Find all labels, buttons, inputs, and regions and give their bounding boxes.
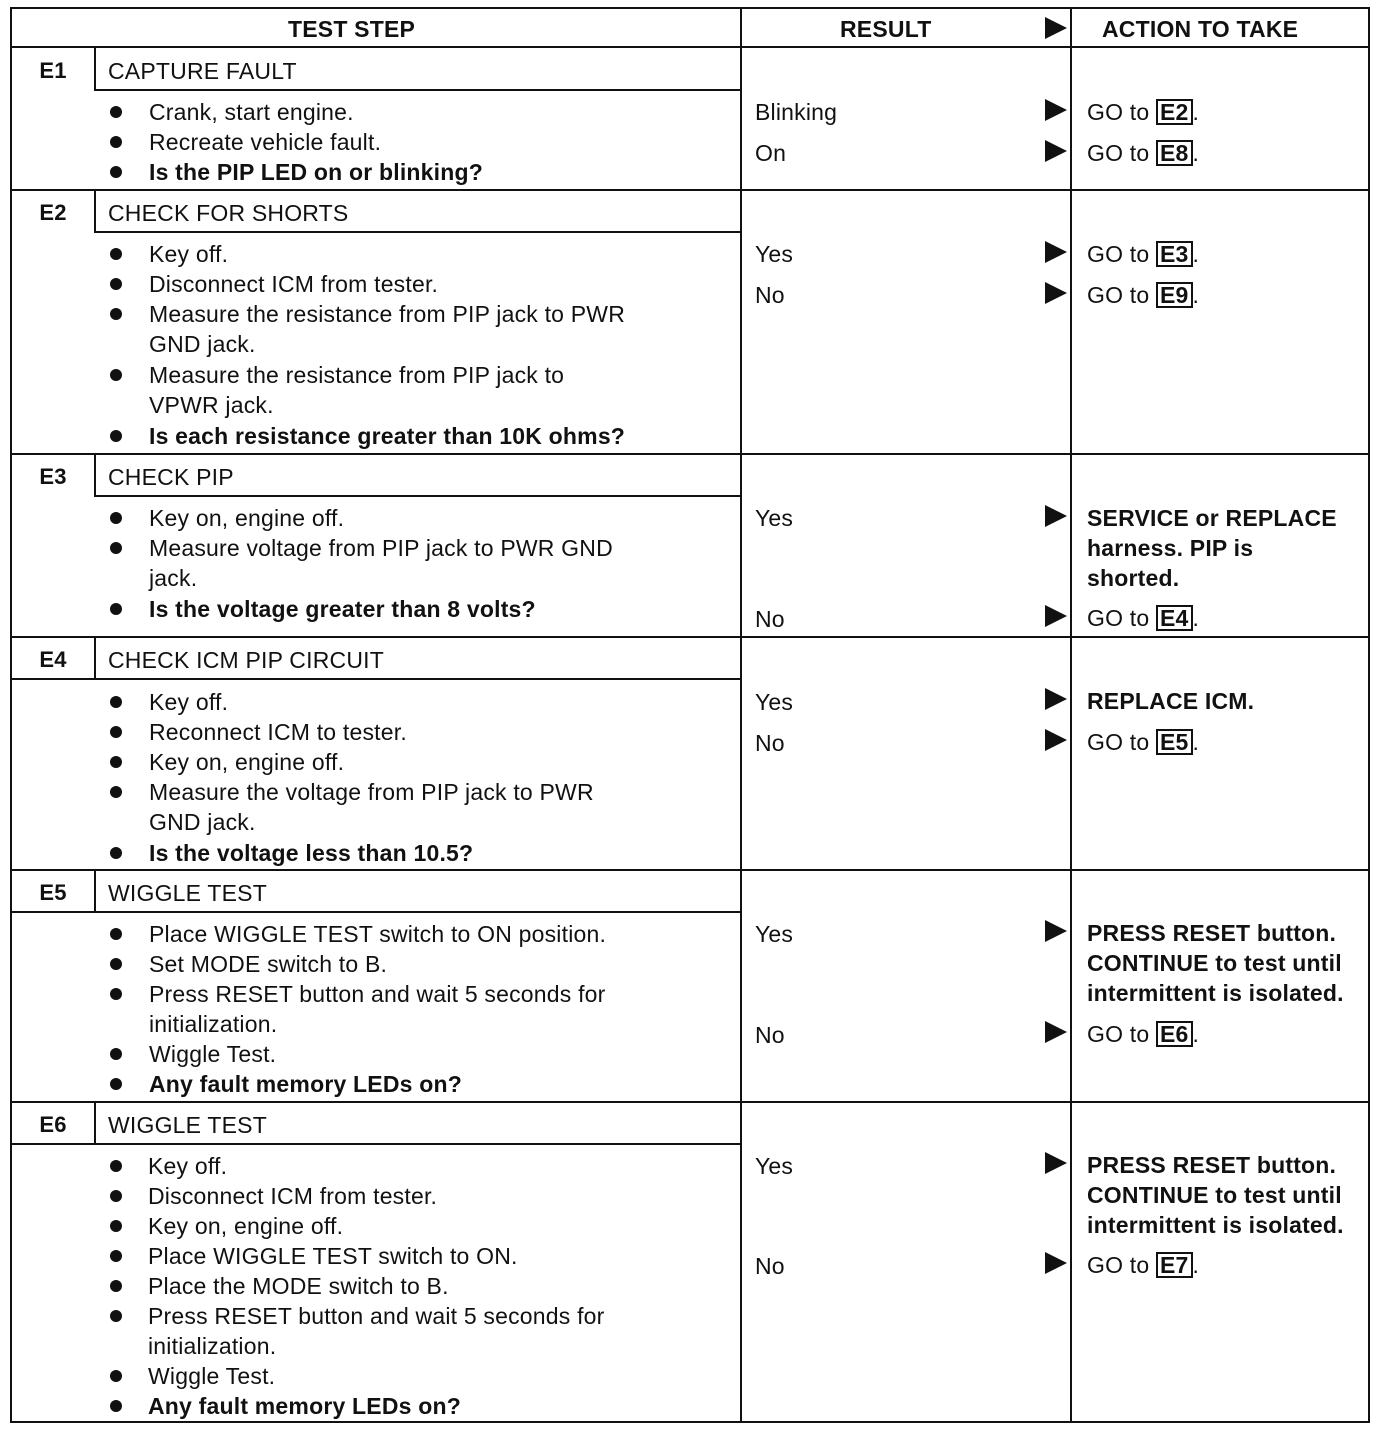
header-arrow-icon bbox=[1045, 17, 1067, 39]
step-item: Key on, engine off. bbox=[148, 1213, 344, 1239]
step-item: Key off. bbox=[149, 241, 229, 267]
bullet-icon bbox=[110, 756, 122, 768]
result-label: Yes bbox=[755, 505, 794, 531]
action-line: intermittent is isolated. bbox=[1087, 980, 1344, 1006]
bullet-icon bbox=[110, 369, 122, 381]
bullet-icon bbox=[110, 603, 122, 615]
step-title-e1: CAPTURE FAULT bbox=[108, 58, 297, 84]
bullet-icon bbox=[110, 928, 122, 940]
bullet-icon bbox=[110, 847, 122, 859]
code-divider bbox=[94, 636, 96, 679]
step-code-e3: E3 bbox=[39, 464, 67, 489]
row-divider bbox=[10, 869, 1370, 871]
step-ref-box: E2 bbox=[1156, 99, 1193, 125]
bullet-icon bbox=[110, 786, 122, 798]
step-item: Crank, start engine. bbox=[149, 99, 354, 125]
action-goto: GO to E8 . bbox=[1087, 140, 1200, 166]
bullet-icon bbox=[110, 988, 122, 1000]
header-rule bbox=[10, 46, 1370, 48]
step-item: Key on, engine off. bbox=[149, 505, 345, 531]
arrow-icon bbox=[1045, 688, 1067, 710]
bullet-icon bbox=[110, 512, 122, 524]
bullet-icon bbox=[110, 166, 122, 178]
step-item: GND jack. bbox=[149, 331, 256, 357]
step-item: Reconnect ICM to tester. bbox=[149, 719, 407, 745]
header-action: ACTION TO TAKE bbox=[1102, 16, 1299, 42]
step-item: Place the MODE switch to B. bbox=[148, 1273, 449, 1299]
result-label: No bbox=[755, 1022, 785, 1048]
result-label: No bbox=[755, 1253, 785, 1279]
bullet-icon bbox=[110, 1048, 122, 1060]
step-question: Any fault memory LEDs on? bbox=[148, 1393, 461, 1419]
action-goto: GO to E5 . bbox=[1087, 729, 1200, 755]
action-goto: GO to E2 . bbox=[1087, 99, 1200, 125]
bullet-icon bbox=[110, 1078, 122, 1090]
title-underline bbox=[10, 678, 740, 680]
code-divider bbox=[94, 46, 96, 90]
step-item: Disconnect ICM from tester. bbox=[149, 271, 439, 297]
step-ref-box: E4 bbox=[1156, 605, 1193, 631]
action-line: CONTINUE to test until bbox=[1087, 950, 1342, 976]
step-item: Measure the resistance from PIP jack to PWR bbox=[149, 301, 626, 327]
code-divider bbox=[94, 453, 96, 496]
step-ref-box: E7 bbox=[1156, 1252, 1193, 1278]
bullet-icon bbox=[110, 1250, 122, 1262]
step-item: initialization. bbox=[148, 1333, 277, 1359]
bullet-icon bbox=[110, 1160, 122, 1172]
bullet-icon bbox=[110, 136, 122, 148]
step-item: Recreate vehicle fault. bbox=[149, 129, 382, 155]
step-item: Key on, engine off. bbox=[149, 749, 345, 775]
bullet-icon bbox=[110, 1370, 122, 1382]
step-item: Set MODE switch to B. bbox=[149, 951, 388, 977]
step-item: Key off. bbox=[149, 689, 229, 715]
bullet-icon bbox=[110, 696, 122, 708]
title-underline bbox=[94, 495, 740, 497]
step-item: VPWR jack. bbox=[149, 392, 274, 418]
step-item: initialization. bbox=[149, 1011, 278, 1037]
step-item: Wiggle Test. bbox=[148, 1363, 276, 1389]
result-label: No bbox=[755, 730, 785, 756]
bullet-icon bbox=[110, 1280, 122, 1292]
header-result: RESULT bbox=[840, 16, 932, 42]
bullet-icon bbox=[110, 106, 122, 118]
col-divider-result bbox=[740, 7, 742, 1423]
step-item: Press RESET button and wait 5 seconds for bbox=[149, 981, 606, 1007]
bullet-icon bbox=[110, 1310, 122, 1322]
action-line: PRESS RESET button. bbox=[1087, 920, 1337, 946]
bullet-icon bbox=[110, 726, 122, 738]
title-underline bbox=[10, 911, 740, 913]
step-question: Is the voltage greater than 8 volts? bbox=[149, 596, 536, 622]
action-goto: GO to E7 . bbox=[1087, 1252, 1200, 1278]
action-line: harness. PIP is bbox=[1087, 535, 1254, 561]
result-label: No bbox=[755, 282, 785, 308]
step-item: Measure the resistance from PIP jack to bbox=[149, 362, 565, 388]
step-ref-box: E8 bbox=[1156, 140, 1193, 166]
step-code-e2: E2 bbox=[39, 200, 67, 225]
step-question: Is each resistance greater than 10K ohms? bbox=[149, 423, 626, 449]
bullet-icon bbox=[110, 958, 122, 970]
bullet-icon bbox=[110, 308, 122, 320]
step-ref-box: E9 bbox=[1156, 282, 1193, 308]
result-label: On bbox=[755, 140, 787, 166]
step-ref-box: E5 bbox=[1156, 729, 1193, 755]
step-item: Wiggle Test. bbox=[149, 1041, 277, 1067]
step-code-e6: E6 bbox=[39, 1112, 67, 1137]
action-goto: GO to E9 . bbox=[1087, 282, 1200, 308]
step-code-e1: E1 bbox=[39, 58, 67, 83]
step-code-e4: E4 bbox=[39, 647, 67, 672]
step-question: Any fault memory LEDs on? bbox=[149, 1071, 462, 1097]
step-item: Disconnect ICM from tester. bbox=[148, 1183, 438, 1209]
bullet-icon bbox=[110, 1190, 122, 1202]
action-line: PRESS RESET button. bbox=[1087, 1152, 1337, 1178]
row-divider bbox=[10, 636, 1370, 638]
code-divider bbox=[94, 189, 96, 232]
step-item: Press RESET button and wait 5 seconds for bbox=[148, 1303, 605, 1329]
step-item: Place WIGGLE TEST switch to ON. bbox=[148, 1243, 518, 1269]
arrow-icon bbox=[1045, 920, 1067, 942]
action-line: REPLACE ICM. bbox=[1087, 688, 1255, 714]
bullet-icon bbox=[110, 542, 122, 554]
arrow-icon bbox=[1045, 729, 1067, 751]
row-divider bbox=[10, 453, 1370, 455]
step-item: Place WIGGLE TEST switch to ON position. bbox=[149, 921, 607, 947]
result-label: No bbox=[755, 606, 785, 632]
title-underline bbox=[94, 89, 740, 91]
step-item: Measure voltage from PIP jack to PWR GND bbox=[149, 535, 613, 561]
result-label: Yes bbox=[755, 241, 794, 267]
step-ref-box: E6 bbox=[1156, 1021, 1193, 1047]
action-goto: GO to E6 . bbox=[1087, 1021, 1200, 1047]
action-goto: GO to E3 . bbox=[1087, 241, 1200, 267]
arrow-icon bbox=[1045, 1252, 1067, 1274]
step-question: Is the voltage less than 10.5? bbox=[149, 840, 474, 866]
result-label: Yes bbox=[755, 689, 794, 715]
step-title-e4: CHECK ICM PIP CIRCUIT bbox=[108, 647, 384, 673]
arrow-icon bbox=[1045, 1152, 1067, 1174]
step-title-e2: CHECK FOR SHORTS bbox=[108, 200, 349, 226]
action-line: CONTINUE to test until bbox=[1087, 1182, 1342, 1208]
arrow-icon bbox=[1045, 605, 1067, 627]
step-title-e5: WIGGLE TEST bbox=[108, 880, 267, 906]
result-label: Yes bbox=[755, 921, 794, 947]
step-ref-box: E3 bbox=[1156, 241, 1193, 267]
action-line: SERVICE or REPLACE bbox=[1087, 505, 1337, 531]
action-line: intermittent is isolated. bbox=[1087, 1212, 1344, 1238]
arrow-icon bbox=[1045, 1021, 1067, 1043]
row-divider bbox=[10, 1101, 1370, 1103]
bullet-icon bbox=[110, 430, 122, 442]
col-divider-action bbox=[1070, 7, 1072, 1423]
action-goto: GO to E4 . bbox=[1087, 605, 1200, 631]
result-label: Blinking bbox=[755, 99, 838, 125]
step-item: jack. bbox=[149, 565, 198, 591]
result-label: Yes bbox=[755, 1153, 794, 1179]
title-underline bbox=[10, 1143, 740, 1145]
arrow-icon bbox=[1045, 140, 1067, 162]
title-underline bbox=[94, 231, 740, 233]
step-question: Is the PIP LED on or blinking? bbox=[149, 159, 483, 185]
row-divider bbox=[10, 189, 1370, 191]
step-item: GND jack. bbox=[149, 809, 256, 835]
arrow-icon bbox=[1045, 99, 1067, 121]
code-divider bbox=[94, 869, 96, 912]
code-divider bbox=[94, 1101, 96, 1144]
bullet-icon bbox=[110, 248, 122, 260]
header-test-step: TEST STEP bbox=[288, 16, 416, 42]
arrow-icon bbox=[1045, 241, 1067, 263]
step-code-e5: E5 bbox=[39, 880, 67, 905]
step-item: Measure the voltage from PIP jack to PWR bbox=[149, 779, 594, 805]
arrow-icon bbox=[1045, 505, 1067, 527]
action-line: shorted. bbox=[1087, 565, 1180, 591]
bullet-icon bbox=[110, 1220, 122, 1232]
step-title-e6: WIGGLE TEST bbox=[108, 1112, 267, 1138]
step-title-e3: CHECK PIP bbox=[108, 464, 234, 490]
bullet-icon bbox=[110, 278, 122, 290]
arrow-icon bbox=[1045, 282, 1067, 304]
bullet-icon bbox=[110, 1400, 122, 1412]
step-item: Key off. bbox=[148, 1153, 228, 1179]
